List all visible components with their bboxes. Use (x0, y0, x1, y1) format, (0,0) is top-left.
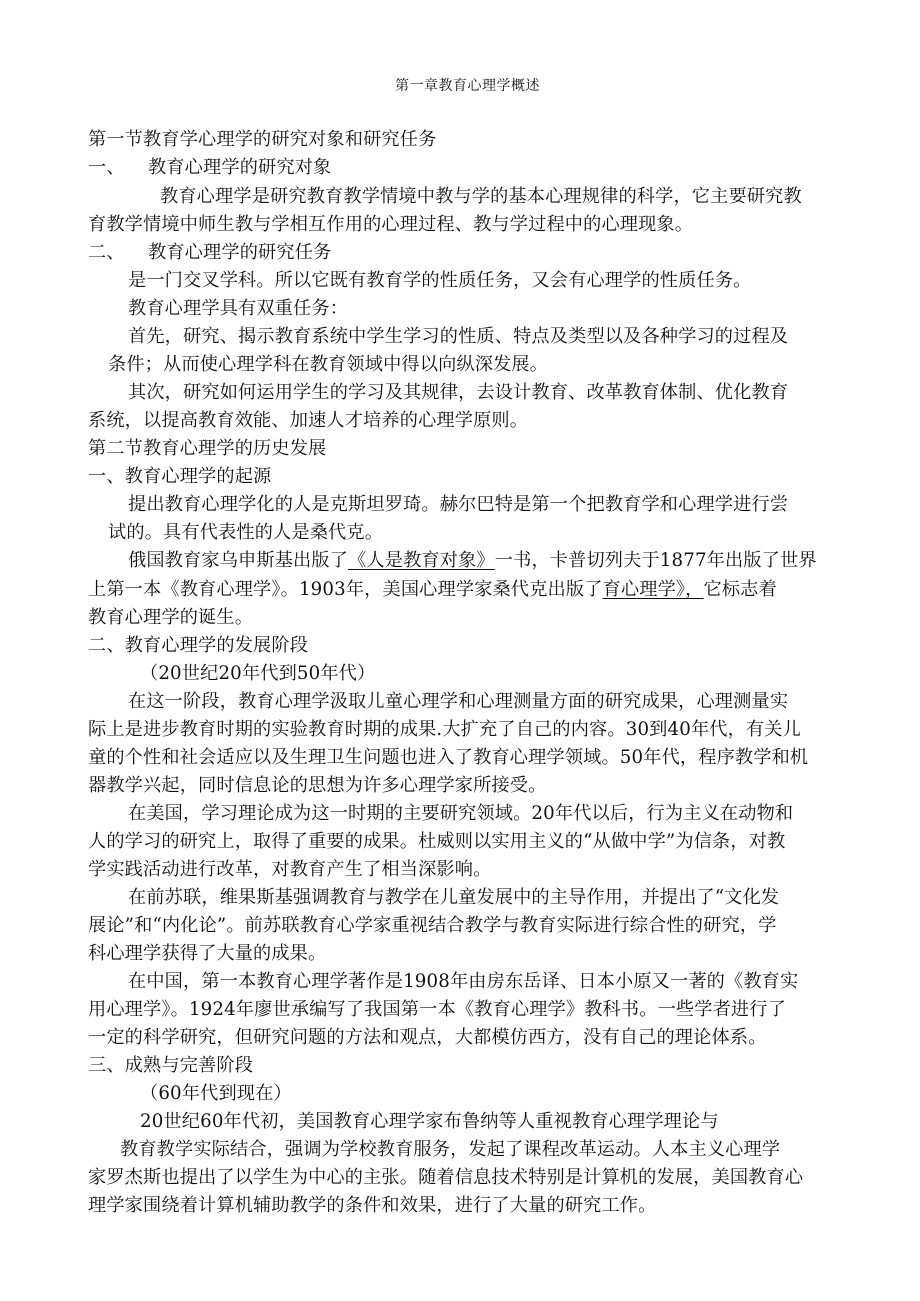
paragraph-line: 在美国，学习理论成为这一时期的主要研究领域。20年代以后，行为主义在动物和 (128, 803, 794, 824)
paragraph-line: 首先，研究、揭示教育系统中学生学习的性质、特点及类型以及各种学习的过程及 (128, 326, 789, 347)
period-label: （20世纪20年代到50年代） (140, 663, 376, 684)
paragraph-line: 童的个性和社会适应以及生理卫生问题也进入了教育心理学领域。50年代，程序教学和机 (88, 747, 809, 768)
paragraph-line: 育教学情境中师生教与学相互作用的心理过程、教与学过程中的心理现象。 (88, 214, 694, 235)
underlined-book-title: 育心理学》， (602, 579, 704, 600)
subsection-title: 教育心理学的研究任务 (148, 242, 332, 263)
paragraph-line: 理学家围绕着计算机辅助教学的条件和效果，进行了大量的研究工作。 (88, 1195, 657, 1216)
paragraph-line: 际上是进步教育时期的实验教育时期的成果.大扩充了自己的内容。30到40年代，有关儿 (88, 719, 801, 740)
section-1-heading: 第一节教育学心理学的研究对象和研究任务 (88, 129, 437, 150)
paragraph-line: 条件；从而使心理学科在教育领域中得以向纵深发展。 (108, 354, 549, 375)
text-run: 一书，卡普切列夫于1877年出版了世界 (494, 550, 817, 571)
text-run: 俄国教育家乌申斯基出版了 (128, 550, 349, 571)
paragraph-line: 在这一阶段，教育心理学汲取儿童心理学和心理测量方面的研究成果，心理测量实 (128, 691, 789, 712)
paragraph-line: 科心理学获得了大量的成果。 (88, 943, 327, 964)
paragraph-line: 人的学习的研究上，取得了重要的成果。杜威则以实用主义的“从做中学”为信条，对教 (88, 831, 786, 852)
paragraph-line: 展论”和“内化论”。前苏联教育心学家重视结合教学与教育实际进行综合性的研究，学 (88, 915, 777, 936)
subsection-title: 教育心理学的研究对象 (148, 157, 332, 178)
period-label: （60年代到现在） (140, 1083, 292, 1104)
paragraph-line: 系统，以提高教育效能、加速人才培养的心理学原则。 (88, 410, 529, 431)
subsection-number: 二、 (88, 242, 125, 263)
underlined-book-title: 《人是教育对象》 (348, 550, 495, 571)
paragraph-line: 教育心理学的诞生。 (88, 607, 254, 628)
paragraph-line (128, 549, 817, 573)
paragraph-line: 20世纪60年代初，美国教育心理学家布鲁纳等人重视教育心理学理论与 (140, 1111, 719, 1132)
section-2-heading: 第二节教育心理学的历史发展 (88, 438, 327, 459)
paragraph-line: 器教学兴起，同时信息论的思想为许多心理学家所接受。 (88, 775, 547, 796)
paragraph-line: 家罗杰斯也提出了以学生为中心的主张。随着信息技术特别是计算机的发展，美国教育心 (88, 1167, 804, 1188)
text-run: 它标志着 (703, 579, 777, 600)
paragraph-line: 其次，研究如何运用学生的学习及其规律，去设计教育、改革教育体制、优化教育 (128, 382, 789, 403)
text-run: 上第一本《教育心理学》。1903年，美国心理学家桑代克出版了 (88, 579, 603, 600)
paragraph-line: 教育心理学具有双重任务： (128, 298, 349, 319)
paragraph-line: 教育教学实际结合，强调为学校教育服务，发起了课程改革运动。人本主义心理学 (120, 1139, 781, 1160)
paragraph-line: 在中国，第一本教育心理学著作是1908年由房东岳译、日本小原又一著的《教育实 (128, 971, 799, 992)
subsection-title: 二、教育心理学的发展阶段 (88, 635, 309, 656)
chapter-title: 第一章教育心理学概述 (395, 78, 540, 94)
paragraph-line: 是一门交叉学科。所以它既有教育学的性质任务，又会有心理学的性质任务。 (128, 270, 752, 291)
paragraph-line: 提出教育心理学化的人是克斯坦罗琦。赫尔巴特是第一个把教育学和心理学进行尝 (128, 494, 789, 515)
paragraph-line: 教育心理学是研究教育教学情境中教与学的基本心理规律的科学，它主要研究教 (160, 186, 802, 207)
paragraph-line: 试的。具有代表性的人是桑代克。 (108, 522, 384, 543)
subsection-title: 三、成熟与完善阶段 (88, 1055, 254, 1076)
paragraph-line: 在前苏联，维果斯基强调教育与教学在儿童发展中的主导作用，并提出了“文化发 (128, 887, 780, 908)
paragraph-line: 用心理学》。1924年廖世承编写了我国第一本《教育心理学》教科书。一些学者进行了 (88, 999, 786, 1020)
paragraph-line: 学实践活动进行改革，对教育产生了相当深影响。 (88, 859, 492, 880)
subsection-number: 一、 (88, 157, 125, 178)
paragraph-line (88, 578, 777, 602)
paragraph-line: 一定的科学研究，但研究问题的方法和观点，大都模仿西方，没有自己的理论体系。 (88, 1027, 767, 1048)
subsection-title: 一、教育心理学的起源 (88, 466, 272, 487)
